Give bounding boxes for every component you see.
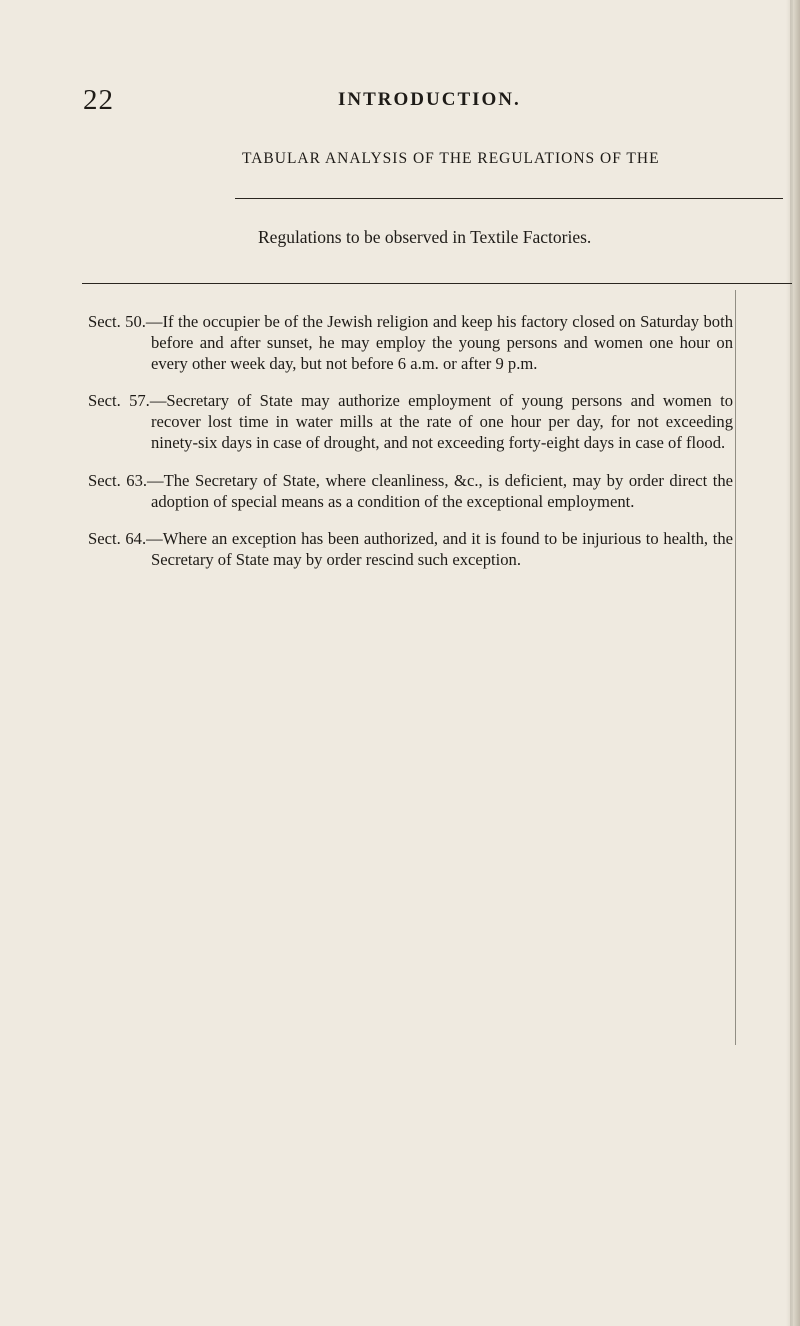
sections-list bbox=[88, 294, 733, 580]
page-number: 22 bbox=[83, 84, 114, 116]
column-divider bbox=[735, 290, 736, 1045]
section-label: Sect. 50. bbox=[88, 311, 146, 331]
section-label: Sect. 57. bbox=[88, 391, 150, 411]
section-64 bbox=[88, 528, 733, 570]
page-edge-shadow bbox=[786, 0, 800, 1326]
section-50 bbox=[88, 311, 733, 374]
section-label: Sect. 63. bbox=[88, 470, 148, 490]
section-text: —Where an exception has been authorized, and it is found to be injurious to health, the Secretary of State may by order rescind such exception. bbox=[146, 529, 733, 570]
section-63 bbox=[88, 470, 733, 512]
table-title: TABULAR ANALYSIS OF THE REGULATIONS OF THE bbox=[242, 150, 660, 167]
column-subtitle: Regulations to be observed in Textile Factories. bbox=[258, 227, 592, 247]
section-label: Sect. 64. bbox=[88, 529, 147, 549]
section-text: —Secretary of State may authorize employment of young persons and women to recover lost time in water mills at the rate of one hour per day, for not exceeding ninety-six days in case of drought, and not exceeding forty-eight days in case of flood. bbox=[149, 391, 733, 453]
section-text: —The Secretary of State, where cleanliness, &c., is deficient, may by order direct the adoption of special means as a condition of the exceptional employment. bbox=[147, 470, 734, 511]
header-rule bbox=[235, 198, 783, 199]
running-head: INTRODUCTION. bbox=[338, 89, 521, 110]
section-57 bbox=[88, 390, 733, 453]
subtitle-rule bbox=[82, 283, 792, 284]
section-text: —If the occupier be of the Jewish religion and keep his factory closed on Saturday both before and after sunset, he may employ the young persons and women one hour on every other week day, but not before 6 a.m. or after 9 p.m. bbox=[145, 311, 733, 373]
